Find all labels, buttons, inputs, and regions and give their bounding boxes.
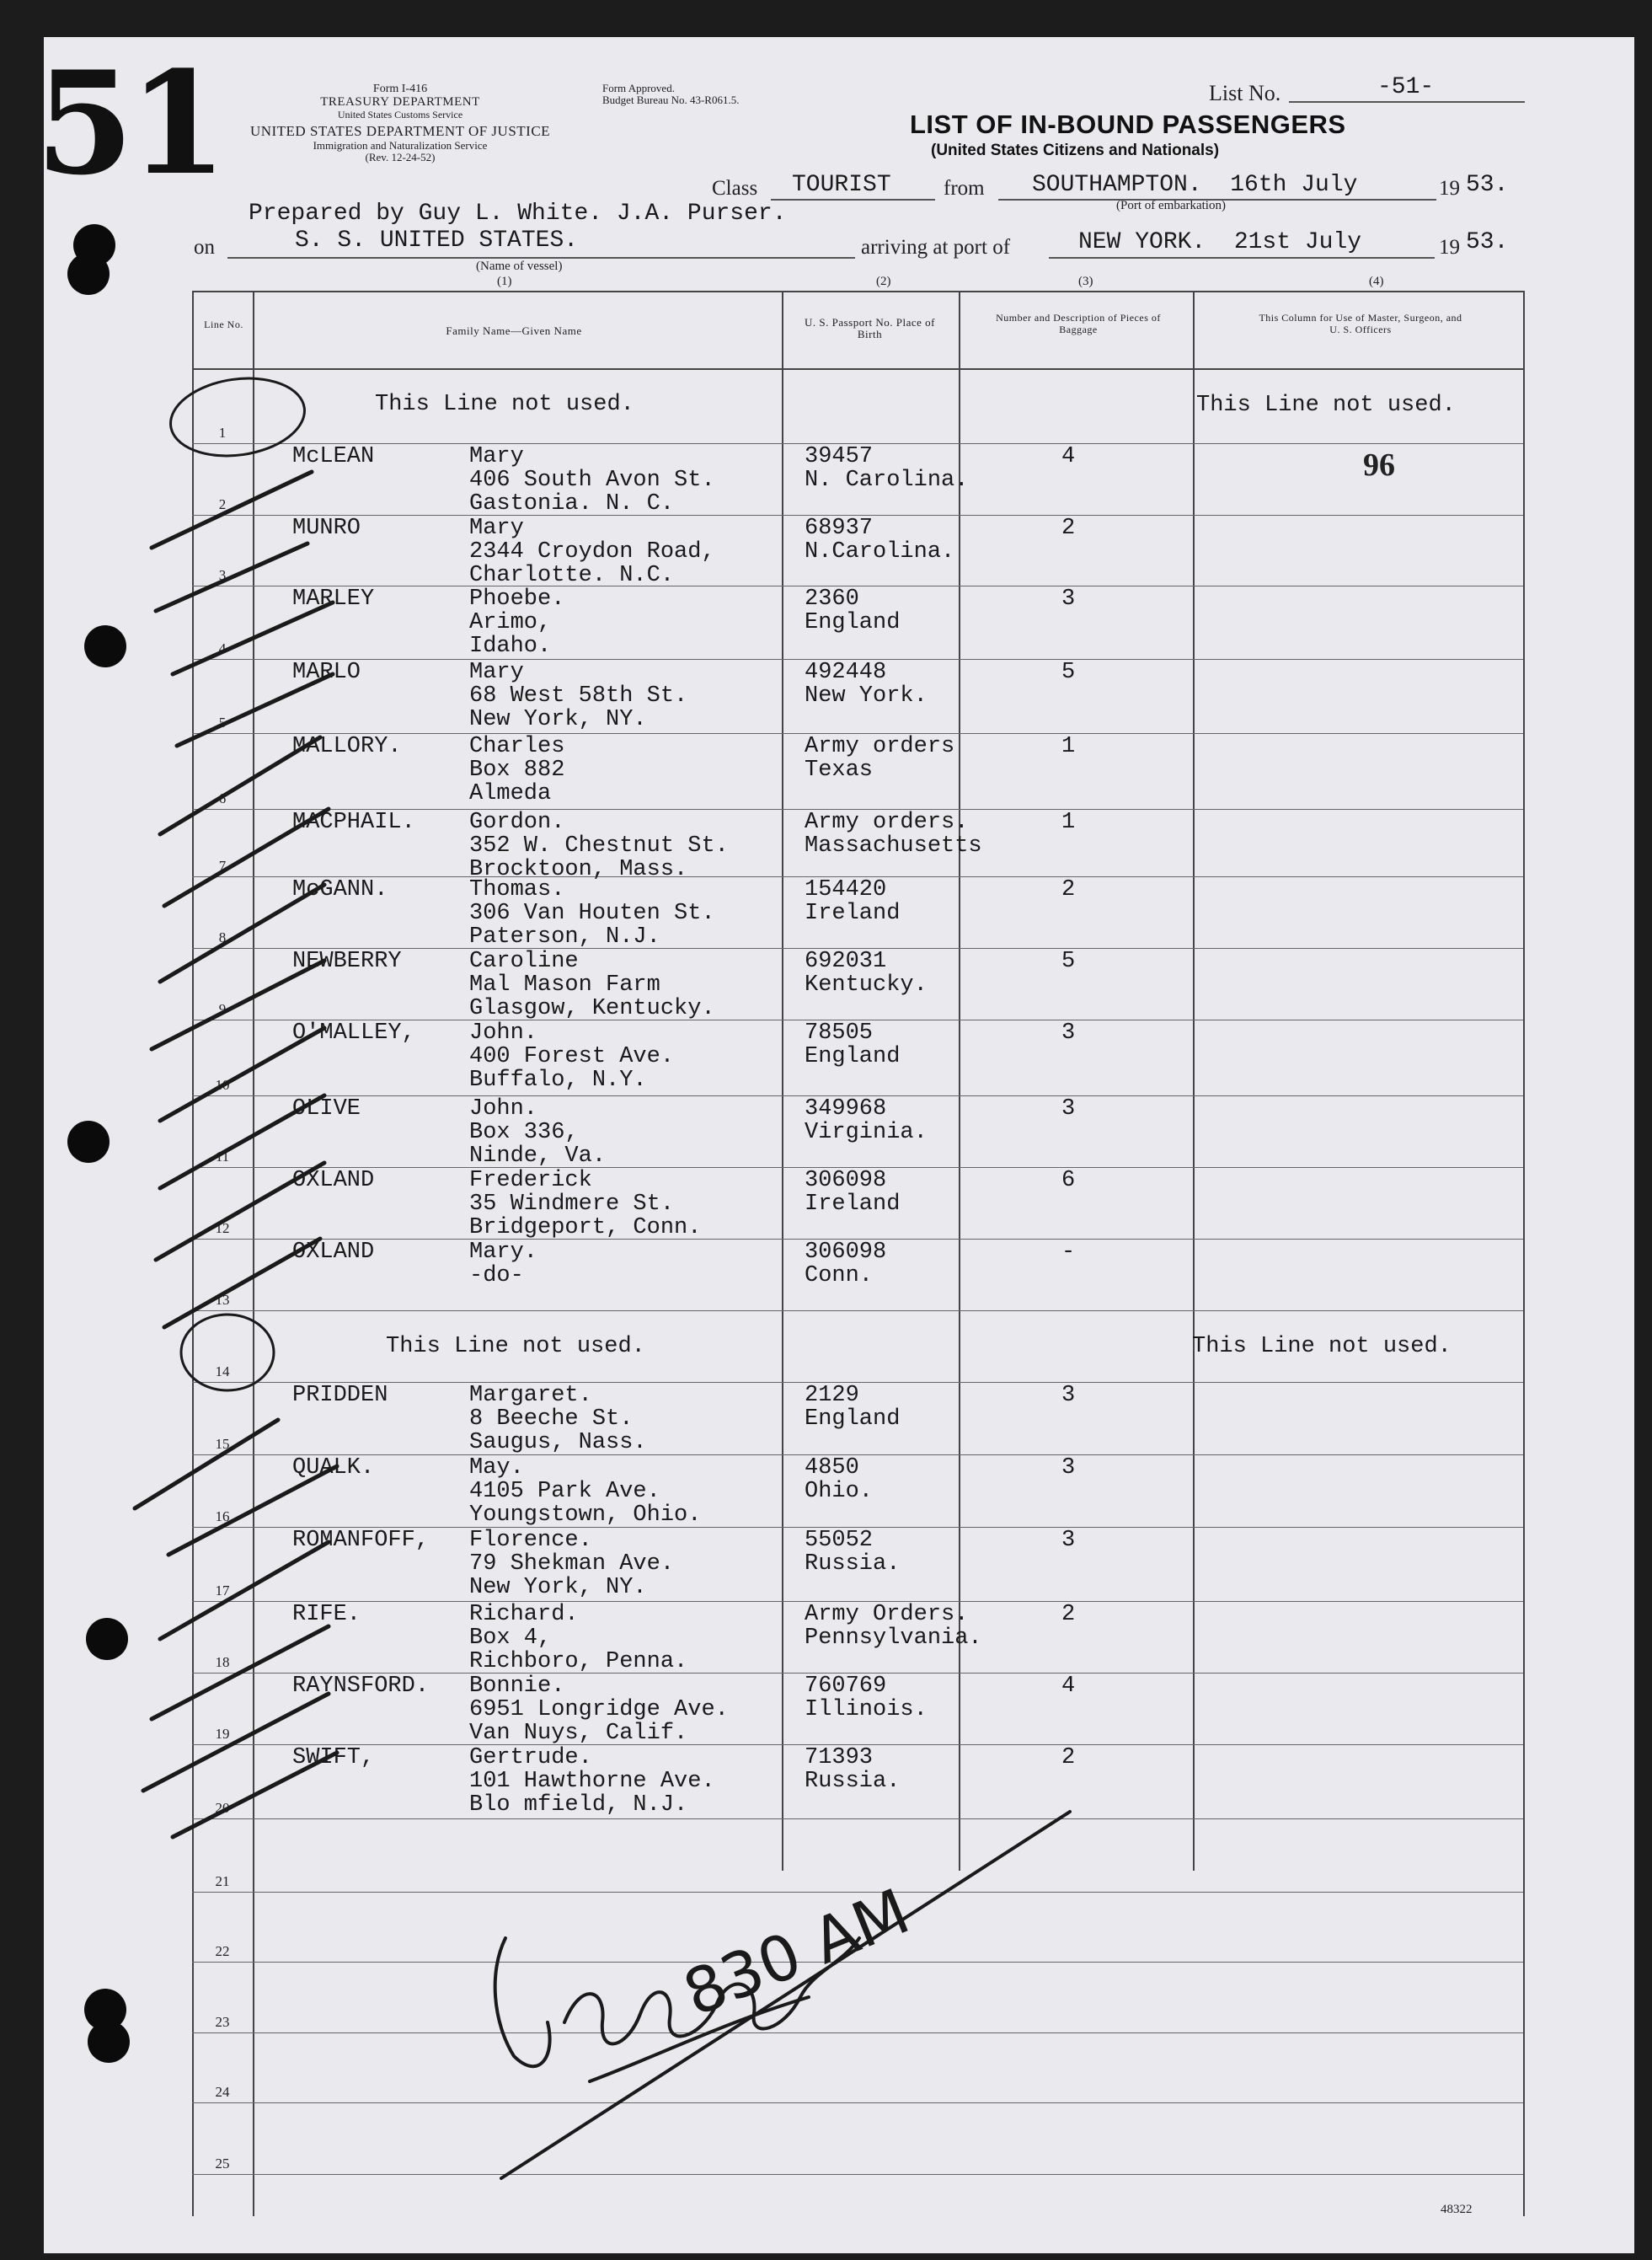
place-of-birth: England (805, 610, 901, 635)
line-number: 9 (218, 1001, 227, 1017)
baggage-count: 3 (1061, 1383, 1076, 1408)
address-line-2: Saugus, Nass. (469, 1430, 647, 1455)
baggage-count: 4 (1061, 444, 1076, 469)
address-line-1: Box 336, (469, 1120, 579, 1145)
family-name: RAYNSFORD. (292, 1674, 430, 1699)
given-name: Florence. (469, 1528, 592, 1553)
col-number-2: (2) (876, 275, 891, 288)
line-number: 13 (215, 1292, 230, 1308)
given-name: Mary (469, 660, 524, 685)
place-of-birth: New York. (805, 683, 928, 709)
class-value: TOURIST (792, 172, 891, 198)
signature-time: 830 AM (674, 1875, 920, 2031)
check-mark-line-15 (135, 1420, 278, 1508)
col-number-4: (4) (1369, 275, 1384, 288)
baggage-count: 3 (1061, 1528, 1076, 1553)
circle-mark-line-14 (181, 1315, 274, 1390)
family-name: O'MALLEY, (292, 1020, 415, 1046)
passport-number: Army orders. (805, 810, 969, 835)
list-no-value: -51- (1377, 74, 1435, 100)
family-name: SWIFT, (292, 1745, 375, 1770)
place-of-birth: Russia. (805, 1769, 901, 1794)
address-line-2: Idaho. (469, 634, 552, 659)
passport-number: 306098 (805, 1168, 887, 1193)
line-number: 5 (218, 715, 227, 731)
passport-number: 71393 (805, 1745, 874, 1770)
given-name: Richard. (469, 1602, 579, 1627)
baggage-count: 3 (1061, 586, 1076, 612)
col-number-1: (1) (497, 275, 512, 288)
family-name: MALLORY. (292, 734, 402, 759)
check-mark-line-2 (152, 472, 312, 548)
place-of-birth: N. Carolina. (805, 468, 969, 493)
family-name: McLEAN (292, 444, 375, 469)
baggage-count: 3 (1061, 1455, 1076, 1481)
passport-number: 78505 (805, 1020, 874, 1046)
family-name: ROMANFOFF, (292, 1528, 430, 1553)
given-name: May. (469, 1455, 524, 1481)
place-of-birth: Massachusetts (805, 833, 982, 859)
address-line-2: Van Nuys, Calif. (469, 1721, 688, 1746)
family-name: McGANN. (292, 877, 388, 902)
place-of-birth: England (805, 1406, 901, 1432)
baggage-count: 5 (1061, 660, 1076, 685)
arriving-value: NEW YORK. 21st July (1078, 229, 1362, 255)
baggage-count: 2 (1061, 1602, 1076, 1627)
address-line-1: 306 Van Houten St. (469, 901, 715, 926)
baggage-count: 3 (1061, 1020, 1076, 1046)
prepared-by: Prepared by Guy L. White. J.A. Purser. (249, 201, 787, 227)
given-name: Mary. (469, 1240, 538, 1265)
line-number: 24 (215, 2084, 230, 2100)
passport-number: 154420 (805, 877, 887, 902)
col-header-passport: U. S. Passport No. Place of Birth (804, 316, 936, 340)
address-line-1: 2344 Croydon Road, (469, 539, 715, 565)
baggage-count: - (1061, 1240, 1076, 1265)
given-name: Gordon. (469, 810, 565, 835)
given-name: Mary (469, 444, 524, 469)
approved-label: Form Approved. (602, 82, 675, 94)
line-number: 15 (215, 1436, 230, 1452)
place-of-birth: Ohio. (805, 1479, 874, 1504)
check-mark-line-11 (160, 1095, 324, 1188)
line-number: 3 (218, 567, 227, 583)
given-name: Mary (469, 516, 524, 541)
check-mark-line-7 (164, 809, 329, 906)
form-number: Form I-416 (372, 83, 428, 95)
address-line-2: Brocktoon, Mass. (469, 857, 688, 882)
line-number: 4 (218, 640, 227, 656)
line-number: 11 (215, 1149, 230, 1165)
family-name: QUALK. (292, 1455, 375, 1481)
address-line-1: Box 4, (469, 1625, 552, 1651)
address-line-1: 6951 Longridge Ave. (469, 1697, 729, 1722)
treasury-label: TREASURY DEPARTMENT (320, 95, 480, 110)
family-name: MUNRO (292, 516, 361, 541)
family-name: NEWBERRY (292, 949, 402, 974)
passport-number: 2360 (805, 586, 859, 612)
passport-number: 39457 (805, 444, 874, 469)
address-line-2: Glasgow, Kentucky. (469, 996, 715, 1021)
line-number: 20 (215, 1800, 230, 1816)
address-line-2: Richboro, Penna. (469, 1649, 688, 1674)
line-number: 10 (215, 1077, 230, 1093)
not-used-line-14: This Line not used. (386, 1334, 645, 1359)
address-line-1: 8 Beeche St. (469, 1406, 634, 1432)
line-number: 21 (215, 1873, 230, 1889)
on-label: on (194, 236, 215, 259)
customs-label: United States Customs Service (337, 108, 463, 120)
not-used-line-1-right: This Line not used. (1196, 393, 1456, 418)
baggage-count: 3 (1061, 1096, 1076, 1122)
check-mark-line-6 (160, 737, 320, 834)
address-line-2: Almeda (469, 781, 552, 806)
col-header-officers: This Column for Use of Master, Surgeon, and U. S. Officers (1259, 312, 1462, 335)
justice-label: UNITED STATES DEPARTMENT OF JUSTICE (249, 123, 551, 140)
line-number: 8 (218, 929, 227, 945)
passport-number: 55052 (805, 1528, 874, 1553)
address-line-1: -do- (469, 1263, 524, 1288)
address-line-2: Gastonia. N. C. (469, 491, 675, 517)
family-name: OXLAND (292, 1168, 375, 1193)
check-mark-line-16 (168, 1466, 337, 1555)
line-number: 6 (218, 790, 227, 806)
passport-number: 692031 (805, 949, 887, 974)
circle-mark-line-1 (166, 370, 310, 463)
baggage-count: 2 (1061, 1745, 1076, 1770)
check-mark-line-20 (173, 1753, 337, 1837)
family-name: MARLO (292, 660, 361, 685)
vessel-caption: (Name of vessel) (476, 260, 563, 273)
family-name: OXLAND (292, 1240, 375, 1265)
place-of-birth: Illinois. (805, 1697, 928, 1722)
address-line-1: 352 W. Chestnut St. (469, 833, 729, 859)
arriving-year-prefix: 19 (1439, 236, 1460, 259)
not-used-line-14-right: This Line not used. (1192, 1334, 1452, 1359)
family-name: MARLEY (292, 586, 375, 612)
budget-label: Budget Bureau No. 43-R061.5. (602, 94, 740, 107)
place-of-birth: Kentucky. (805, 972, 928, 998)
from-year-prefix: 19 (1439, 177, 1460, 200)
arriving-label: arriving at port of (861, 236, 1011, 259)
address-line-1: 68 West 58th St. (469, 683, 688, 709)
given-name: John. (469, 1096, 538, 1122)
passport-number: 492448 (805, 660, 887, 685)
line-number: 17 (215, 1583, 230, 1599)
address-line-2: Bridgeport, Conn. (469, 1215, 702, 1240)
baggage-count: 6 (1061, 1168, 1076, 1193)
col-header-baggage: Number and Description of Pieces of Baggage (996, 312, 1161, 335)
given-name: John. (469, 1020, 538, 1046)
given-name: Phoebe. (469, 586, 565, 612)
place-of-birth: Conn. (805, 1263, 874, 1288)
line-number: 14 (215, 1363, 230, 1379)
from-label: from (944, 177, 985, 200)
col-number-3: (3) (1078, 275, 1093, 288)
vessel-name: S. S. UNITED STATES. (295, 228, 579, 254)
line-number: 22 (215, 1943, 230, 1959)
family-name: MACPHAIL. (292, 810, 415, 835)
check-mark-line-9 (152, 961, 324, 1049)
place-of-birth: Pennsylvania. (805, 1625, 982, 1651)
check-mark-line-5 (177, 674, 333, 746)
address-line-1: Mal Mason Farm (469, 972, 660, 998)
given-name: Charles (469, 734, 565, 759)
officer-note: 96 (1363, 447, 1395, 483)
line-number: 16 (215, 1508, 230, 1524)
page-number-mark: 51 (35, 40, 222, 206)
ins-label: Immigration and Naturalization Service (313, 138, 488, 152)
port-embark-caption: (Port of embarkation) (1116, 199, 1226, 212)
given-name: Bonnie. (469, 1674, 565, 1699)
line-number: 1 (218, 425, 227, 441)
baggage-count: 2 (1061, 877, 1076, 902)
line-number: 23 (215, 2014, 230, 2030)
check-mark-line-10 (160, 1028, 324, 1121)
check-mark-line-18 (152, 1626, 329, 1719)
page-title: LIST OF IN-BOUND PASSENGERS (910, 110, 1346, 139)
address-line-2: Ninde, Va. (469, 1143, 607, 1169)
given-name: Frederick (469, 1168, 592, 1193)
line-number: 7 (218, 858, 227, 874)
place-of-birth: N.Carolina. (805, 539, 955, 565)
place-of-birth: Ireland (805, 1192, 901, 1217)
family-name: RIFE. (292, 1602, 361, 1627)
given-name: Margaret. (469, 1383, 592, 1408)
address-line-1: 406 South Avon St. (469, 468, 715, 493)
passport-number: 2129 (805, 1383, 859, 1408)
address-line-1: 79 Shekman Ave. (469, 1551, 675, 1577)
not-used-line-1: This Line not used. (375, 392, 634, 417)
col-header-name: Family Name—Given Name (446, 324, 582, 337)
passport-number: 68937 (805, 516, 874, 541)
place-of-birth: Texas (805, 758, 874, 783)
given-name: Caroline (469, 949, 579, 974)
family-name: PRIDDEN (292, 1383, 388, 1408)
address-line-1: 101 Hawthorne Ave. (469, 1769, 715, 1794)
passport-number: Army orders (805, 734, 955, 759)
baggage-count: 2 (1061, 516, 1076, 541)
address-line-1: 35 Windmere St. (469, 1192, 675, 1217)
check-mark-line-8 (160, 885, 324, 982)
address-line-2: Paterson, N.J. (469, 924, 660, 950)
line-number: 25 (215, 2156, 230, 2172)
address-line-2: New York, NY. (469, 1575, 647, 1600)
passport-number: 349968 (805, 1096, 887, 1122)
passport-number: 306098 (805, 1240, 887, 1265)
line-number: 12 (215, 1220, 230, 1236)
address-line-2: Buffalo, N.Y. (469, 1068, 647, 1093)
from-year-value: 53. (1466, 172, 1509, 198)
check-mark-line-3 (156, 544, 307, 611)
address-line-2: Charlotte. N.C. (469, 563, 675, 588)
place-of-birth: Ireland (805, 901, 901, 926)
class-label: Class (712, 177, 758, 200)
address-line-1: 4105 Park Ave. (469, 1479, 660, 1504)
baggage-count: 4 (1061, 1674, 1076, 1699)
address-line-1: Box 882 (469, 758, 565, 783)
baggage-count: 1 (1061, 810, 1076, 835)
footer-code: 48322 (1441, 2203, 1473, 2216)
place-of-birth: England (805, 1044, 901, 1069)
passport-number: Army Orders. (805, 1602, 969, 1627)
passport-number: 4850 (805, 1455, 859, 1481)
col-header-line-no: Line No. (204, 319, 243, 330)
list-no-label: List No. (1209, 81, 1281, 105)
check-mark-line-13 (164, 1239, 320, 1327)
place-of-birth: Virginia. (805, 1120, 928, 1145)
address-line-2: New York, NY. (469, 707, 647, 732)
line-number: 19 (215, 1726, 230, 1742)
address-line-1: Arimo, (469, 610, 552, 635)
address-line-1: 400 Forest Ave. (469, 1044, 675, 1069)
revision-label: (Rev. 12-24-52) (365, 151, 436, 164)
passport-number: 760769 (805, 1674, 887, 1699)
given-name: Gertrude. (469, 1745, 592, 1770)
place-of-birth: Russia. (805, 1551, 901, 1577)
check-mark-line-17 (160, 1542, 329, 1639)
baggage-count: 5 (1061, 949, 1076, 974)
line-number: 2 (218, 496, 227, 512)
family-name: OLIVE (292, 1096, 361, 1122)
address-line-2: Youngstown, Ohio. (469, 1502, 702, 1528)
baggage-count: 1 (1061, 734, 1076, 759)
check-mark-line-4 (173, 602, 333, 674)
page-subtitle: (United States Citizens and Nationals) (931, 142, 1220, 159)
arriving-year-value: 53. (1466, 229, 1509, 255)
address-line-2: Blo mfield, N.J. (469, 1792, 688, 1818)
line-number: 18 (215, 1654, 230, 1670)
from-value: SOUTHAMPTON. 16th July (1032, 172, 1358, 198)
given-name: Thomas. (469, 877, 565, 902)
